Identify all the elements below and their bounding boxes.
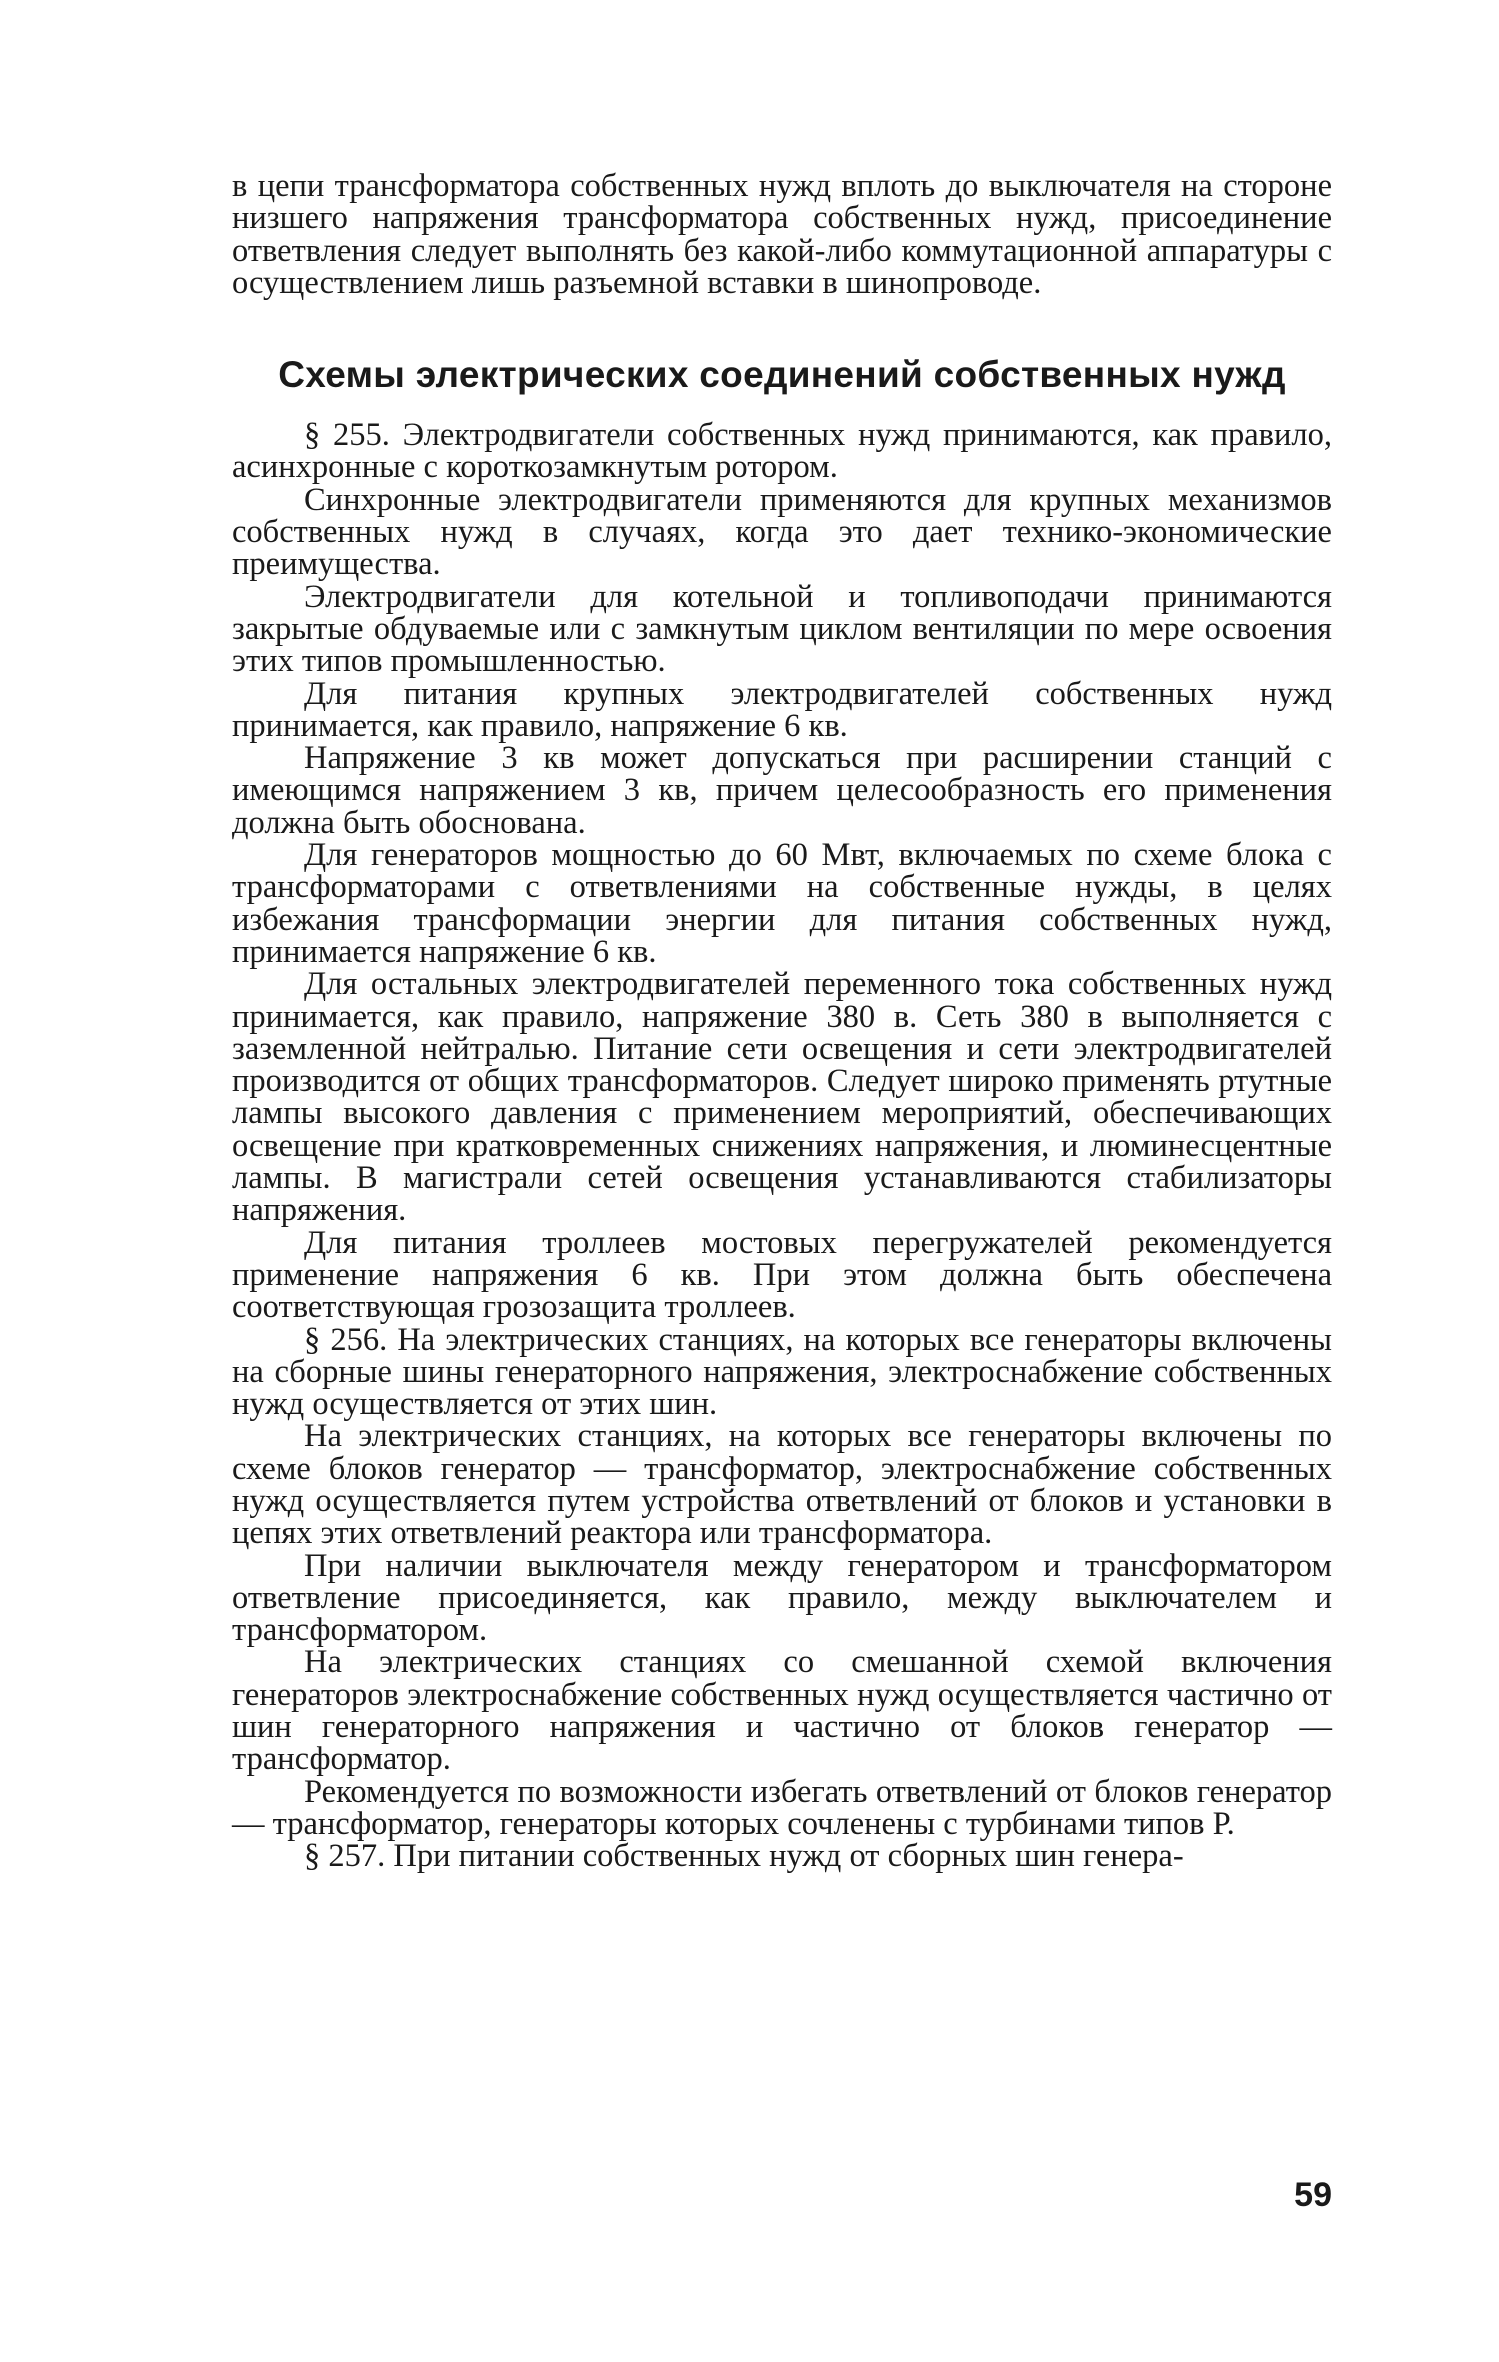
page-body xyxy=(232,170,1332,1873)
page-number: 59 xyxy=(1294,2176,1332,2214)
paragraph-trolleys: Для питания троллеев мостовых перегружателей рекомендуется применение напряжения 6 кв. При этом должна быть обеспечена соответствующая грозозащита троллеев. xyxy=(232,1224,1332,1326)
paragraph-boiler-motors: Электродвигатели для котельной и топливоподачи принимаются закрытые обдуваемые или с замкнутым циклом вентиляции по мере освоения этих типов промышленностью. xyxy=(232,578,1332,680)
paragraph-3kv: Напряжение 3 кв может допускаться при расширении станций с имеющимся напряжением 3 кв, причем целесообразность его применения должна быть обоснована. xyxy=(232,740,1332,841)
paragraph-mixed-scheme: На электрических станциях со смешанной схемой включения генераторов электроснабжение собственных нужд осуществляется частично от шин генераторного напряжения и частично от блоков генератор — трансформатор. xyxy=(232,1644,1332,1778)
paragraph-breaker: При наличии выключателя между генератором и трансформатором ответвление присоединяется, как правило, между выключателем и трансформатором. xyxy=(232,1547,1332,1649)
paragraph-block-scheme: На электрических станциях, на которых все генераторы включены по схеме блоков генератор — трансформатор, электроснабжение собственных нужд осуществляется путем устройства ответвлений от блоков и установки в цепях этих ответвлений реактора или трансформатора. xyxy=(232,1418,1332,1552)
paragraph-recommendation: Рекомендуется по возможности избегать ответвлений от блоков генератор — трансформатор, генераторы которых сочленены с турбинами типов Р. xyxy=(232,1773,1332,1842)
paragraph-synchronous-motors: Синхронные электродвигатели применяются для крупных механизмов собственных нужд в случаях, когда это дает технико-экономические преимущества. xyxy=(232,481,1332,583)
paragraph-255: § 255. Электродвигатели собственных нужд принимаются, как правило, асинхронные с короткозамкнутым ротором. xyxy=(232,417,1332,486)
paragraph-continuation: в цепи трансформатора собственных нужд вплоть до выключателя на стороне низшего напряжения трансформатора собственных нужд, присоединение ответвления следует выполнять без какой-либо коммутационной аппаратуры с осуществлением лишь разъемной вставки в шинопроводе. xyxy=(232,168,1332,301)
paragraph-257: § 257. При питании собственных нужд от сборных шин генера- xyxy=(304,1838,1184,1875)
section-heading: Схемы электрических соединений собственных нужд xyxy=(278,354,1286,396)
paragraph-256: § 256. На электрических станциях, на которых все генераторы включены на сборные шины генераторного напряжения, электроснабжение собственных нужд осуществляется от этих шин. xyxy=(232,1321,1332,1423)
paragraph-6kv: Для питания крупных электродвигателей собственных нужд принимается, как правило, напряжение 6 кв. xyxy=(232,675,1332,744)
paragraph-380v: Для остальных электродвигателей переменного тока собственных нужд принимается, как правило, напряжение 380 в. Сеть 380 в выполняется с заземленной нейтралью. Питание сети освещения и сети электродвигателей производится от общих трансформаторов. Следует широко применять ртутные лампы высокого давления с применением мероприятий, обеспечивающих освещение при кратковременных снижениях напряжения, и люминесцентные лампы. В магистрали сетей освещения устанавливаются стабилизаторы напряжения. xyxy=(232,966,1332,1229)
paragraph-60mw: Для генераторов мощностью до 60 Мвт, включаемых по схеме блока с трансформаторами с ответвлениями на собственные нужды, в целях избежания трансформации энергии для питания собственных нужд, принимается напряжение 6 кв. xyxy=(232,837,1332,970)
